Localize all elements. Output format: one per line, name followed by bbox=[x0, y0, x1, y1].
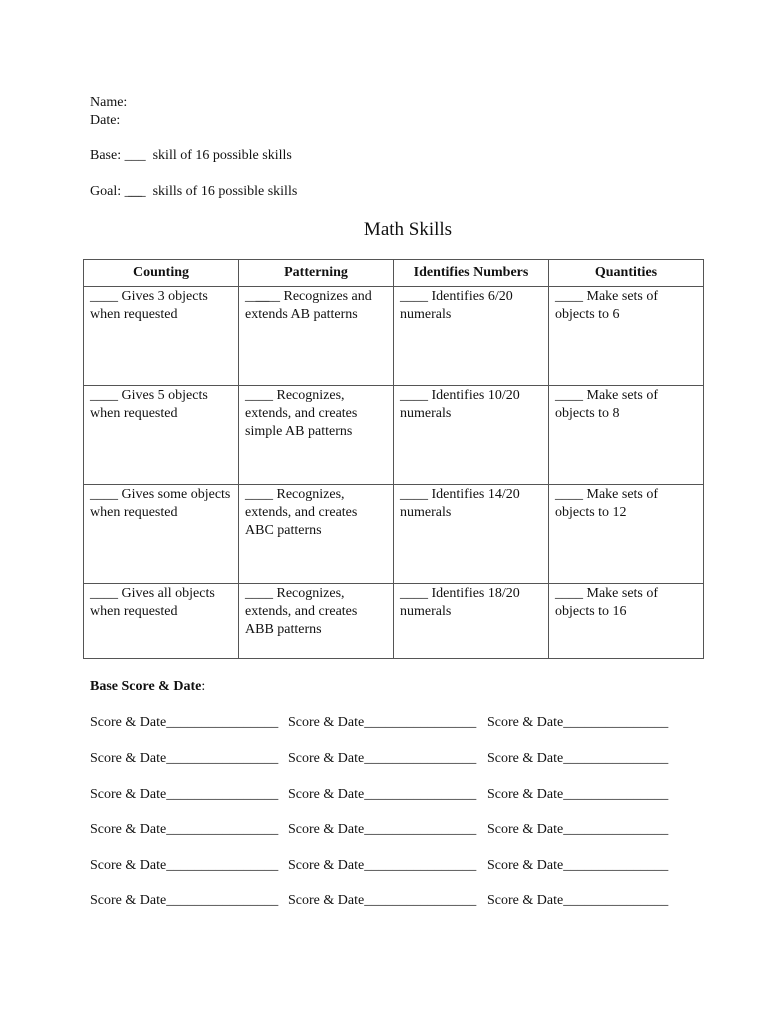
base-score-heading bbox=[90, 678, 205, 696]
score-date-field: Score & Date________________ bbox=[90, 715, 279, 730]
skill-text: ____ Gives some objects when requested bbox=[90, 487, 231, 520]
table-cell bbox=[549, 287, 704, 386]
skill-text: ____ Identifies 6/20 numerals bbox=[400, 289, 513, 322]
skill-text: ____ Identifies 18/20 numerals bbox=[400, 586, 520, 619]
page-title: Math Skills bbox=[363, 219, 453, 240]
score-date-field: Score & Date_______________ bbox=[487, 822, 669, 837]
table-cell bbox=[84, 287, 239, 386]
goal-line: Goal: _̲_̲_ skills of 16 possible skills bbox=[90, 184, 298, 199]
skill-text: __̲_̲__ Recognizes and extends AB patterns bbox=[245, 289, 372, 322]
skill-text: ____ Gives 3 objects when requested bbox=[90, 289, 208, 322]
score-date-field: Score & Date_______________ bbox=[487, 893, 669, 908]
skills-table bbox=[83, 259, 704, 659]
skill-text: ____ Identifies 10/20 numerals bbox=[400, 388, 520, 421]
score-date-row bbox=[90, 892, 669, 910]
score-date-row bbox=[90, 750, 669, 768]
score-date-field: Score & Date________________ bbox=[288, 822, 477, 837]
score-date-field: Score & Date_______________ bbox=[487, 787, 669, 802]
skill-text: ____ Recognizes, extends, and creates simple AB patterns bbox=[245, 388, 358, 439]
score-date-field: Score & Date_______________ bbox=[487, 858, 669, 873]
skill-text: ____ Make sets of objects to 16 bbox=[555, 586, 659, 619]
column-header-identifies-numbers: Identifies Numbers bbox=[394, 260, 549, 287]
score-date-field: Score & Date________________ bbox=[288, 751, 477, 766]
base-score-colon: : bbox=[201, 679, 206, 694]
score-date-field: Score & Date________________ bbox=[288, 893, 477, 908]
table-row bbox=[84, 287, 704, 386]
table-row bbox=[84, 485, 704, 584]
column-header-patterning: Patterning bbox=[239, 260, 394, 287]
score-date-field: Score & Date________________ bbox=[288, 787, 477, 802]
table-cell bbox=[239, 485, 394, 584]
table-cell bbox=[394, 485, 549, 584]
skill-text: ____ Make sets of objects to 6 bbox=[555, 289, 659, 322]
score-date-field: Score & Date________________ bbox=[288, 715, 477, 730]
table-cell bbox=[549, 485, 704, 584]
table-cell bbox=[84, 485, 239, 584]
table-cell bbox=[84, 584, 239, 659]
skill-text: ____ Gives all objects when requested bbox=[90, 586, 215, 619]
skill-text: ____ Identifies 14/20 numerals bbox=[400, 487, 520, 520]
column-header-counting: Counting bbox=[84, 260, 239, 287]
skill-text: ____ Make sets of objects to 8 bbox=[555, 388, 659, 421]
score-date-field: Score & Date________________ bbox=[90, 787, 279, 802]
skill-text: ____ Gives 5 objects when requested bbox=[90, 388, 208, 421]
score-date-field: Score & Date________________ bbox=[90, 751, 279, 766]
table-cell bbox=[239, 386, 394, 485]
base-score-label: Base Score & Date bbox=[90, 679, 202, 694]
date-label: Date: bbox=[90, 113, 121, 128]
skill-text: ____ Recognizes, extends, and creates ABB patterns bbox=[245, 586, 358, 637]
table-cell bbox=[549, 584, 704, 659]
table-header-row bbox=[84, 260, 704, 287]
skill-text: ____ Make sets of objects to 12 bbox=[555, 487, 659, 520]
table-cell bbox=[394, 386, 549, 485]
score-date-field: Score & Date________________ bbox=[288, 858, 477, 873]
table-cell bbox=[239, 584, 394, 659]
table-cell bbox=[84, 386, 239, 485]
score-date-field: Score & Date________________ bbox=[90, 893, 279, 908]
name-label: Name: bbox=[90, 95, 128, 110]
table-cell bbox=[549, 386, 704, 485]
column-header-quantities: Quantities bbox=[549, 260, 704, 287]
base-line: Base: ___ skill of 16 possible skills bbox=[90, 148, 292, 163]
score-date-field: Score & Date________________ bbox=[90, 858, 279, 873]
score-date-field: Score & Date________________ bbox=[90, 822, 279, 837]
skill-text: ____ Recognizes, extends, and creates ABC patterns bbox=[245, 487, 358, 538]
score-date-row bbox=[90, 857, 669, 875]
table-cell bbox=[394, 287, 549, 386]
table-row bbox=[84, 584, 704, 659]
score-date-row bbox=[90, 714, 669, 732]
score-date-row bbox=[90, 821, 669, 839]
score-date-field: Score & Date_______________ bbox=[487, 715, 669, 730]
table-cell bbox=[239, 287, 394, 386]
score-date-field: Score & Date_______________ bbox=[487, 751, 669, 766]
score-date-row bbox=[90, 786, 669, 804]
table-cell bbox=[394, 584, 549, 659]
table-row bbox=[84, 386, 704, 485]
